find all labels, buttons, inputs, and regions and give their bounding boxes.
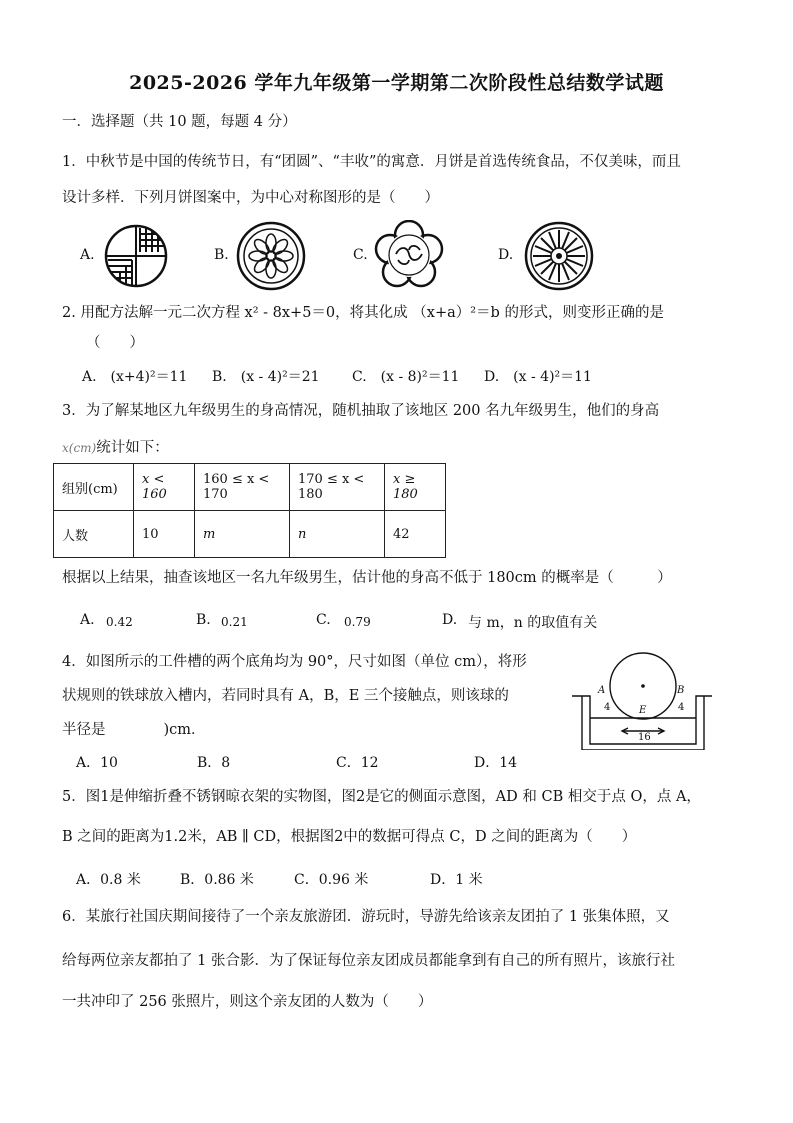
table-cell: 10 bbox=[134, 511, 195, 558]
page-title: 2025-2026 学年九年级第一学期第二次阶段性总结数学试题 bbox=[129, 72, 664, 94]
table-cell: n bbox=[290, 511, 385, 558]
q2-option-d: D. (x - 4)²＝11 bbox=[484, 369, 592, 385]
figure-label-bottom: 16 bbox=[638, 732, 651, 743]
q3-option-d-value: 与 m，n 的取值有关 bbox=[468, 615, 598, 631]
q3-option-b-value: 0.21 bbox=[221, 615, 248, 629]
table-row bbox=[54, 464, 446, 511]
q3-option-c-value: 0.79 bbox=[344, 615, 371, 629]
q2-line1: 2. 用配方法解一元二次方程 x² - 8x+5＝0，将其化成 （x+a）²＝b 的形式，则变形正确的是 bbox=[62, 305, 664, 321]
slot-figure bbox=[570, 646, 714, 750]
table-cell: x ≥ 180 bbox=[385, 464, 446, 511]
q2-line2: （ ） bbox=[86, 335, 144, 351]
q3-variable: x(cm) bbox=[62, 441, 97, 455]
table-row bbox=[54, 511, 446, 558]
q5-line2: B 之间的距离为1.2米，AB ∥ CD，根据图2中的数据可得点 C，D 之间的距离为（ ） bbox=[62, 829, 637, 845]
figure-label-a: A bbox=[598, 685, 606, 696]
figure-label-b: B bbox=[677, 685, 685, 696]
table-cell: 人数 bbox=[54, 511, 134, 558]
q4-option-b: B．8 bbox=[197, 755, 231, 771]
q2-option-c: C. (x - 8)²＝11 bbox=[352, 369, 460, 385]
q5-option-d: D．1 米 bbox=[430, 872, 483, 888]
q3-line3: 根据以上结果，抽查该地区一名九年级男生，估计他的身高不低于 180cm 的概率是（ ） bbox=[62, 570, 672, 586]
table-cell: m bbox=[195, 511, 290, 558]
figure-label-left: 4 bbox=[604, 702, 611, 713]
q1-label-c: C. bbox=[353, 247, 368, 263]
q3-option-b-label: B. bbox=[196, 612, 211, 628]
q5-line1: 5．图1是伸缩折叠不锈钢晾衣架的实物图，图2是它的侧面示意图，AD 和 CB 相交于点 O，点 A， bbox=[62, 789, 701, 805]
q4-option-d: D．14 bbox=[474, 755, 518, 771]
q4-line3: 半径是 )cm． bbox=[62, 722, 206, 738]
table-cell: 42 bbox=[385, 511, 446, 558]
table-cell: 160 ≤ x < 170 bbox=[195, 464, 290, 511]
q4-option-c: C．12 bbox=[336, 755, 379, 771]
q2-option-b: B. (x - 4)²＝21 bbox=[212, 369, 320, 385]
q4-line1: 4．如图所示的工件槽的两个底角均为 90°，尺寸如图（单位 cm），将形 bbox=[62, 654, 527, 670]
height-frequency-table bbox=[53, 463, 446, 558]
q1-line2: 设计多样．下列月饼图案中，为中心对称图形的是（ ） bbox=[62, 190, 439, 206]
figure-label-e: E bbox=[639, 705, 647, 716]
q1-label-a: A. bbox=[80, 247, 95, 263]
q6-line2: 给每两位亲友都拍了 1 张合影．为了保证每位亲友团成员都能拿到有自己的所有照片，该旅行社 bbox=[62, 953, 675, 969]
q5-option-b: B．0.86 米 bbox=[180, 872, 254, 888]
q6-line1: 6．某旅行社国庆期间接待了一个亲友旅游团．游玩时，导游先给该亲友团拍了 1 张集体照，又 bbox=[62, 909, 670, 925]
q1-label-d: D. bbox=[498, 247, 514, 263]
q6-line3: 一共冲印了 256 张照片，则这个亲友团的人数为（ ） bbox=[62, 994, 433, 1010]
q4-option-a: A．10 bbox=[76, 755, 118, 771]
q2-option-a: A. (x+4)²＝11 bbox=[82, 369, 188, 385]
q3-option-d-label: D. bbox=[442, 612, 458, 628]
mooncake-a-icon bbox=[104, 224, 168, 288]
table-cell: 组别(cm) bbox=[54, 464, 134, 511]
q1-label-b: B. bbox=[214, 247, 229, 263]
section-heading: 一．选择题（共 10 题，每题 4 分） bbox=[62, 114, 297, 130]
q3-option-c-label: C. bbox=[316, 612, 331, 628]
table-cell: 170 ≤ x < 180 bbox=[290, 464, 385, 511]
q3-option-a-value: 0.42 bbox=[106, 615, 133, 629]
mooncake-c-icon bbox=[374, 220, 444, 290]
mooncake-b-icon bbox=[236, 221, 306, 291]
q5-option-a: A．0.8 米 bbox=[76, 872, 141, 888]
figure-label-right: 4 bbox=[678, 702, 685, 713]
q5-option-c: C．0.96 米 bbox=[294, 872, 369, 888]
mooncake-d-icon bbox=[524, 221, 594, 291]
table-cell: x < 160 bbox=[134, 464, 195, 511]
q3-line1: 3．为了解某地区九年级男生的身高情况，随机抽取了该地区 200 名九年级男生，他们的身高 bbox=[62, 403, 660, 419]
q1-line1: 1．中秋节是中国的传统节日，有“团圆”、“丰收”的寓意．月饼是首选传统食品，不仅美味，而且 bbox=[62, 154, 681, 170]
q4-line2: 状规则的铁球放入槽内，若同时具有 A，B，E 三个接触点，则该球的 bbox=[62, 688, 509, 704]
q3-option-a-label: A. bbox=[80, 612, 95, 628]
q3-line2: 统计如下： bbox=[96, 440, 169, 456]
